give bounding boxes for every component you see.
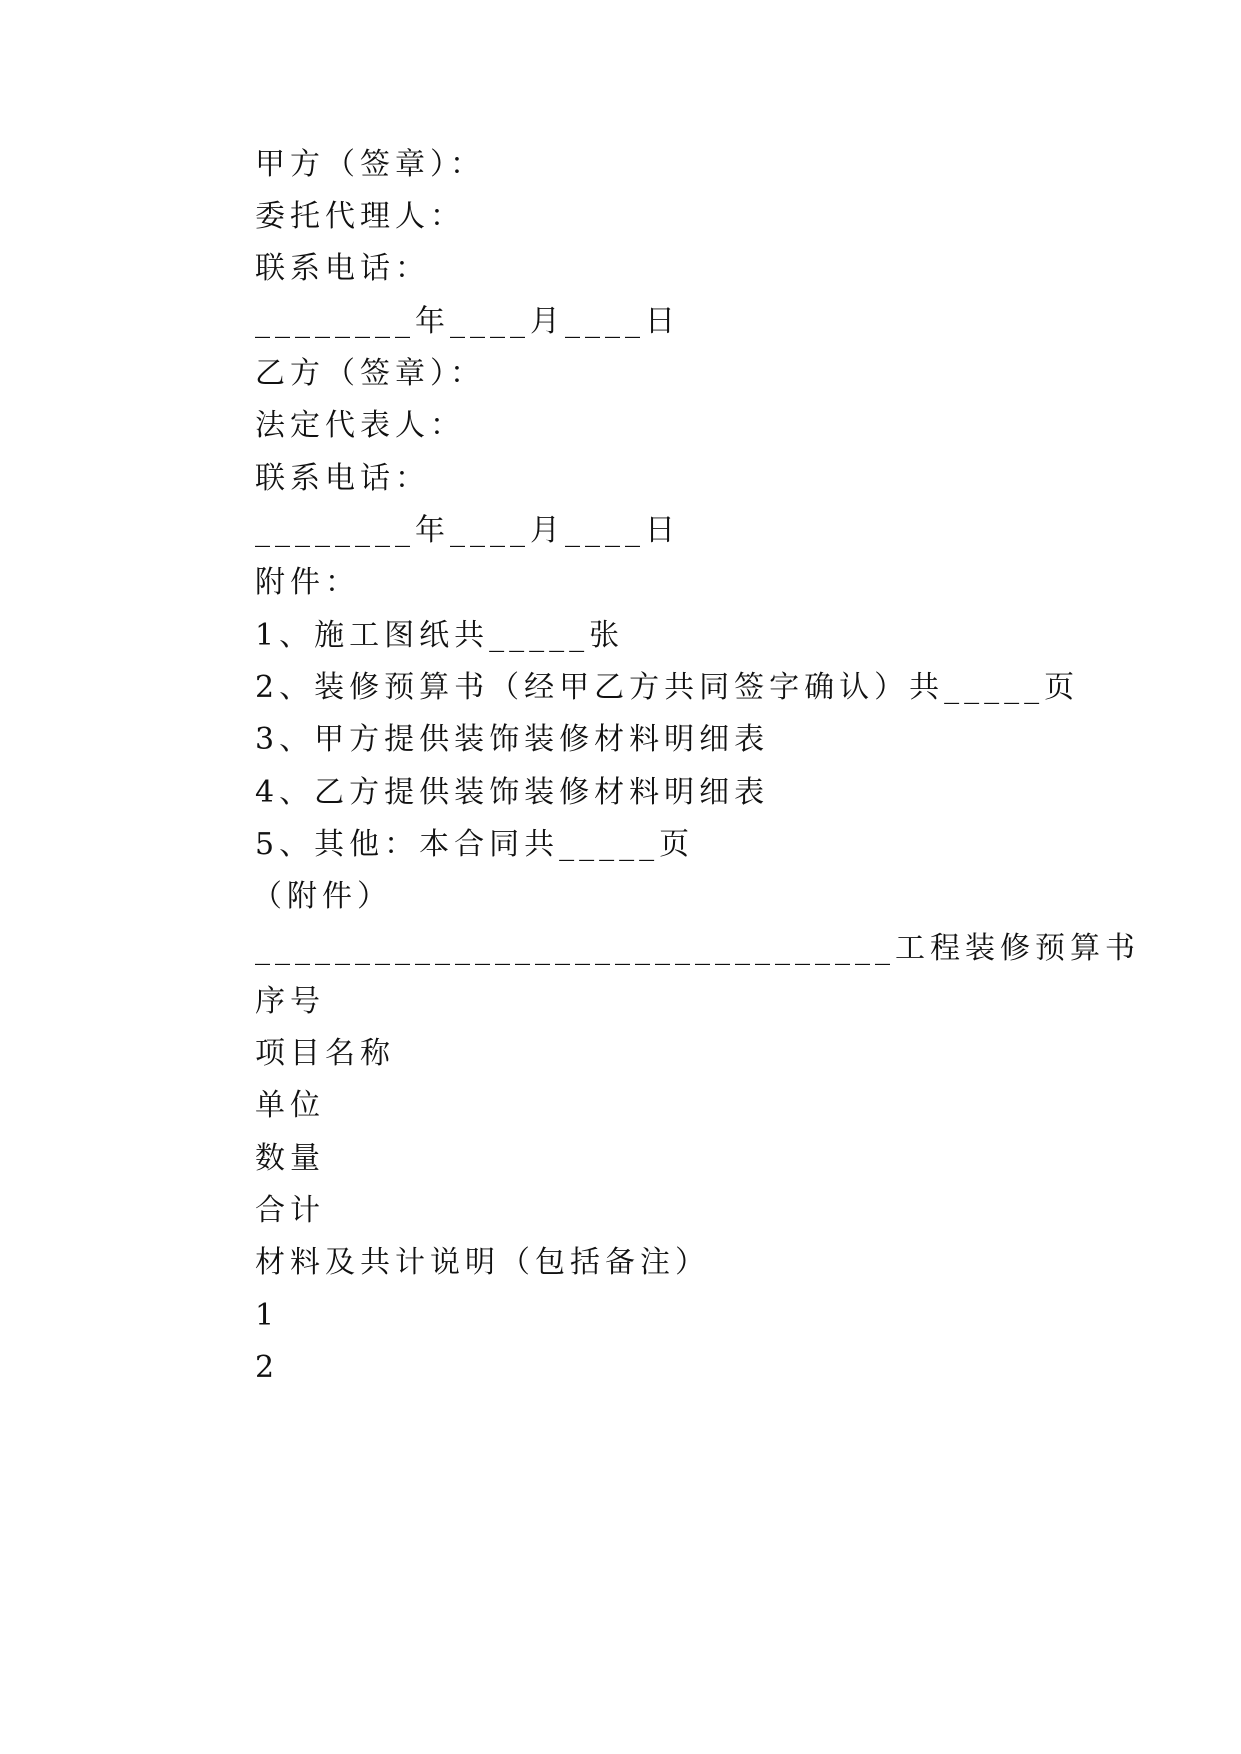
- party-b-legal-rep: 法定代表人：: [255, 408, 465, 443]
- party-a-date: ________年____月____日: [255, 304, 680, 339]
- party-b-date: ________年____月____日: [255, 513, 680, 548]
- column-header-total: 合计: [255, 1193, 325, 1228]
- attachment-item: 4、乙方提供装饰装修材料明细表: [255, 775, 770, 810]
- attachment-item: 1、施工图纸共_____张: [255, 618, 625, 653]
- party-b-signature: 乙方（签章）：: [255, 356, 485, 391]
- attachments-heading: 附件：: [255, 565, 360, 600]
- column-header-item-name: 项目名称: [255, 1036, 395, 1071]
- party-a-phone: 联系电话：: [255, 251, 430, 286]
- attachment-item: 2、装修预算书（经甲乙方共同签字确认）共_____页: [255, 670, 1080, 705]
- budget-title: ________________________________工程装修预算书: [255, 931, 1140, 966]
- party-b-phone: 联系电话：: [255, 461, 430, 496]
- column-header-quantity: 数量: [255, 1141, 325, 1176]
- column-header-unit: 单位: [255, 1088, 325, 1123]
- row-number: 2: [255, 1350, 280, 1385]
- column-header-notes: 材料及共计说明（包括备注）: [255, 1245, 710, 1280]
- appendix-label: （附件）: [252, 879, 392, 914]
- column-header-serial: 序号: [255, 984, 325, 1019]
- attachment-item: 5、其他：本合同共_____页: [255, 827, 695, 862]
- party-a-agent: 委托代理人：: [255, 199, 465, 234]
- row-number: 1: [255, 1298, 280, 1333]
- party-a-signature: 甲方（签章）：: [255, 147, 485, 182]
- attachment-item: 3、甲方提供装饰装修材料明细表: [255, 722, 770, 757]
